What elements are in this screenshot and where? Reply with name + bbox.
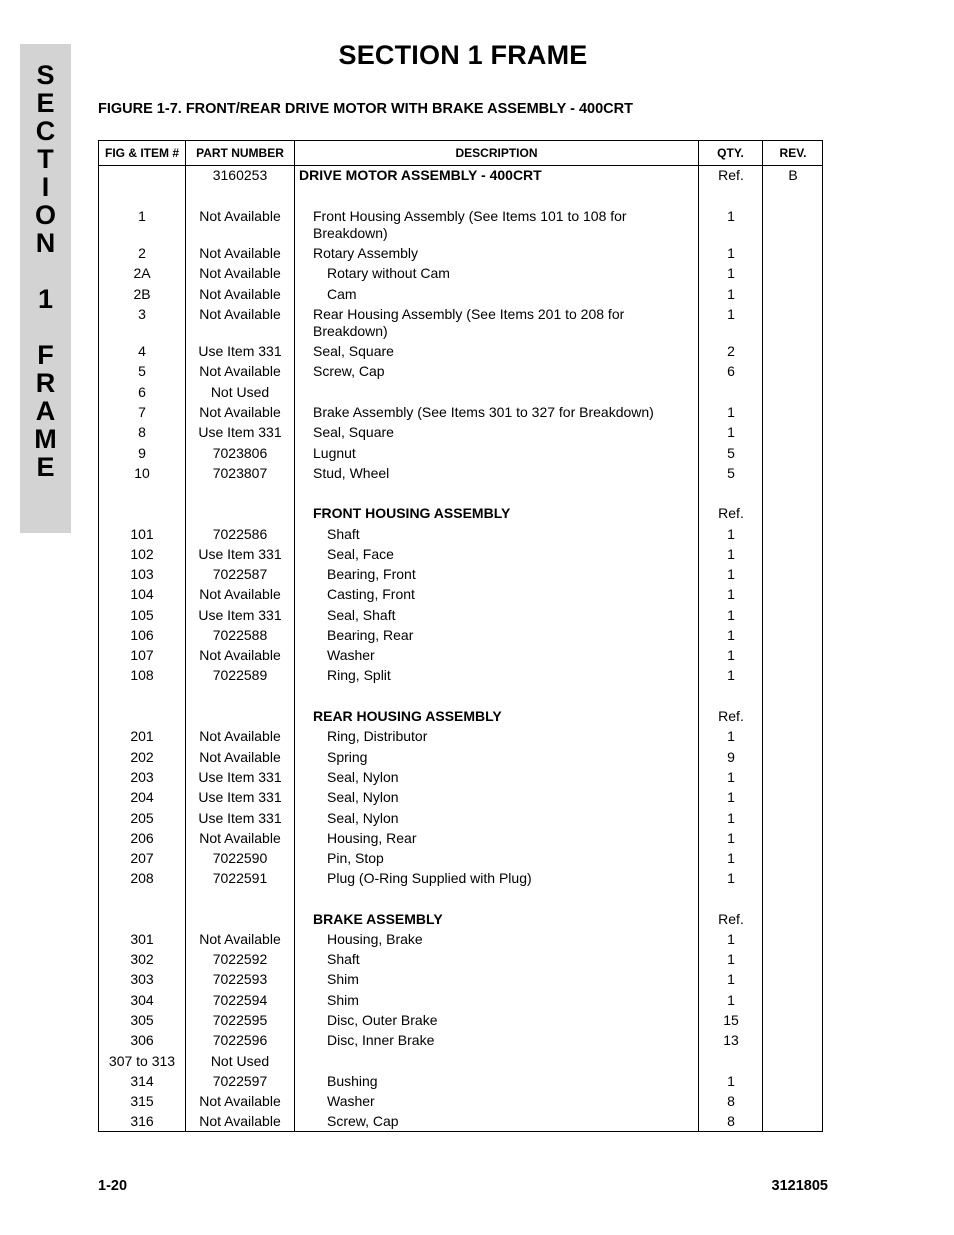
part-number-cell: Use Item 331 — [198, 607, 282, 623]
fig-item-cell: 10 — [134, 465, 150, 481]
qty-cell: 1 — [727, 286, 735, 302]
fig-item-cell: 304 — [130, 992, 154, 1008]
side-tab-letter: O — [34, 200, 56, 230]
part-number-cell: 7022591 — [212, 870, 268, 886]
part-number-cell: Use Item 331 — [198, 769, 282, 785]
part-number-cell: Not Available — [199, 728, 281, 744]
qty-cell: 1 — [727, 566, 735, 582]
qty-cell: 1 — [727, 810, 735, 826]
part-number-cell: 7022595 — [212, 1012, 268, 1028]
description-cell: Shim — [327, 971, 359, 987]
fig-item-cell: 314 — [130, 1073, 154, 1089]
qty-cell: Ref. — [718, 708, 744, 724]
fig-item-cell: 203 — [130, 769, 154, 785]
side-tab-letter: S — [36, 60, 55, 90]
description-cell: Shaft — [327, 951, 360, 967]
description-cell: Rotary without Cam — [327, 265, 450, 281]
description-cell: Cam — [327, 286, 357, 302]
description-cell: Shaft — [327, 526, 360, 542]
fig-item-cell: 2B — [133, 286, 151, 302]
qty-cell: 8 — [727, 1113, 735, 1129]
part-number-cell: Not Available — [199, 1113, 281, 1129]
side-tab-letter: N — [35, 228, 56, 258]
side-tab-letter: T — [37, 144, 54, 174]
part-number-cell: Use Item 331 — [198, 810, 282, 826]
part-number-cell: Use Item 331 — [198, 546, 282, 562]
qty-cell: 1 — [727, 208, 735, 224]
fig-item-cell: 204 — [130, 789, 154, 805]
part-number-cell: 7022587 — [212, 566, 268, 582]
description-cell: Housing, Brake — [327, 931, 423, 947]
qty-cell: Ref. — [718, 167, 744, 183]
part-number-cell: 3160253 — [212, 167, 268, 183]
part-number-cell: Not Available — [199, 830, 281, 846]
qty-cell: 1 — [727, 647, 735, 663]
part-number-cell: Not Used — [210, 384, 270, 400]
description-cell: Seal, Nylon — [327, 810, 399, 826]
part-number-cell: Not Available — [199, 306, 281, 322]
description-cell: Disc, Inner Brake — [327, 1032, 435, 1048]
fig-item-cell: 6 — [138, 384, 146, 400]
description-cell: Ring, Split — [327, 667, 391, 683]
description-cell: Seal, Nylon — [327, 789, 399, 805]
fig-item-cell: 7 — [138, 404, 146, 420]
description-cell: Seal, Face — [327, 546, 394, 562]
fig-item-cell: 9 — [138, 445, 146, 461]
description-cell: Screw, Cap — [313, 363, 385, 379]
fig-item-cell: 307 to 313 — [108, 1053, 176, 1069]
description-cell: Seal, Shaft — [327, 607, 396, 623]
part-number-cell: 7022593 — [212, 971, 268, 987]
qty-cell: 1 — [727, 607, 735, 623]
side-tab-letter: A — [35, 396, 56, 426]
header-fig-item: FIG & ITEM # — [104, 146, 179, 160]
description-cell: Seal, Nylon — [327, 769, 399, 785]
fig-item-cell: 2A — [133, 265, 151, 281]
qty-cell: 1 — [727, 971, 735, 987]
qty-cell: 1 — [727, 546, 735, 562]
fig-item-cell: 104 — [130, 586, 154, 602]
fig-item-cell: 2 — [138, 245, 146, 261]
rev-cell: B — [788, 167, 798, 183]
description-cell: BRAKE ASSEMBLY — [313, 911, 443, 927]
part-number-cell: Not Available — [199, 647, 281, 663]
qty-cell: 8 — [727, 1093, 735, 1109]
qty-cell: 1 — [727, 306, 735, 322]
qty-cell: 6 — [727, 363, 735, 379]
header-rev: REV. — [779, 146, 807, 160]
qty-cell: 1 — [727, 586, 735, 602]
fig-item-cell: 4 — [138, 343, 146, 359]
qty-cell: 1 — [727, 265, 735, 281]
description-cell: Seal, Square — [313, 343, 394, 359]
header-part-number: PART NUMBER — [196, 146, 284, 160]
description-cell-continued: Breakdown) — [313, 323, 388, 339]
description-cell: Bearing, Front — [327, 566, 416, 582]
fig-item-cell: 206 — [130, 830, 154, 846]
fig-item-cell: 303 — [130, 971, 154, 987]
fig-item-cell: 108 — [130, 667, 154, 683]
description-cell: Disc, Outer Brake — [327, 1012, 438, 1028]
part-number-cell: 7022592 — [212, 951, 268, 967]
description-cell: Seal, Square — [313, 424, 394, 440]
header-qty: QTY. — [717, 146, 744, 160]
fig-item-cell: 316 — [130, 1113, 154, 1129]
fig-item-cell: 1 — [138, 208, 146, 224]
part-number-cell: Not Available — [199, 1093, 281, 1109]
part-number-cell: Not Available — [199, 931, 281, 947]
fig-item-cell: 103 — [130, 566, 154, 582]
fig-item-cell: 107 — [130, 647, 154, 663]
qty-cell: 5 — [727, 465, 735, 481]
part-number-cell: 7023807 — [212, 465, 268, 481]
description-cell: Housing, Rear — [327, 830, 417, 846]
fig-item-cell: 105 — [130, 607, 154, 623]
description-cell: Casting, Front — [327, 586, 415, 602]
qty-cell: 1 — [727, 789, 735, 805]
qty-cell: 1 — [727, 667, 735, 683]
side-tab-letter: E — [36, 452, 55, 482]
fig-item-cell: 202 — [130, 749, 154, 765]
part-number-cell: 7022586 — [212, 526, 268, 542]
part-number-cell: Not Available — [199, 208, 281, 224]
fig-item-cell: 306 — [130, 1032, 154, 1048]
qty-cell: 1 — [727, 850, 735, 866]
description-cell: REAR HOUSING ASSEMBLY — [313, 708, 502, 724]
qty-cell: 1 — [727, 404, 735, 420]
side-tab-letter: C — [35, 116, 56, 146]
side-tab-letter: F — [37, 340, 54, 370]
qty-cell: Ref. — [718, 505, 744, 521]
qty-cell: 1 — [727, 769, 735, 785]
fig-item-cell: 102 — [130, 546, 154, 562]
part-number-cell: Not Available — [199, 404, 281, 420]
part-number-cell: Not Available — [199, 245, 281, 261]
header-description: DESCRIPTION — [455, 146, 538, 160]
description-cell: Brake Assembly (See Items 301 to 327 for Breakdown) — [313, 404, 654, 420]
fig-item-cell: 315 — [130, 1093, 154, 1109]
description-cell: Front Housing Assembly (See Items 101 to 108 for — [313, 208, 627, 224]
description-cell: Ring, Distributor — [327, 728, 428, 744]
description-cell: Washer — [327, 1093, 375, 1109]
section-title: SECTION 1 FRAME — [338, 40, 588, 70]
description-cell: Shim — [327, 992, 359, 1008]
fig-item-cell: 207 — [130, 850, 154, 866]
qty-cell: 1 — [727, 951, 735, 967]
qty-cell: 1 — [727, 245, 735, 261]
description-cell: Rotary Assembly — [313, 245, 419, 261]
description-cell: FRONT HOUSING ASSEMBLY — [313, 505, 511, 521]
description-cell: Spring — [327, 749, 368, 765]
fig-item-cell: 208 — [130, 870, 154, 886]
part-number-cell: 7022597 — [212, 1073, 268, 1089]
fig-item-cell: 305 — [130, 1012, 154, 1028]
document-number: 3121805 — [771, 1178, 828, 1194]
part-number-cell: 7022594 — [212, 992, 268, 1008]
part-number-cell: Not Available — [199, 286, 281, 302]
qty-cell: 1 — [727, 870, 735, 886]
page-number: 1-20 — [98, 1178, 128, 1194]
description-cell: Pin, Stop — [327, 850, 384, 866]
description-cell: Stud, Wheel — [313, 465, 390, 481]
side-tab-letter: R — [35, 368, 56, 398]
fig-item-cell: 205 — [130, 810, 154, 826]
part-number-cell: 7022590 — [212, 850, 268, 866]
figure-title: FIGURE 1-7. FRONT/REAR DRIVE MOTOR WITH BRAKE ASSEMBLY - 400CRT — [98, 101, 633, 117]
description-cell: Bearing, Rear — [327, 627, 414, 643]
description-cell: Bushing — [327, 1073, 378, 1089]
qty-cell: 1 — [727, 728, 735, 744]
fig-item-cell: 301 — [130, 931, 154, 947]
fig-item-cell: 201 — [130, 728, 154, 744]
fig-item-cell: 3 — [138, 306, 146, 322]
part-number-cell: Use Item 331 — [198, 343, 282, 359]
qty-cell: Ref. — [718, 911, 744, 927]
part-number-cell: Use Item 331 — [198, 424, 282, 440]
side-tab-letter: 1 — [37, 284, 54, 314]
qty-cell: 13 — [723, 1032, 739, 1048]
description-cell: Rear Housing Assembly (See Items 201 to 208 for — [313, 306, 625, 322]
section-side-tab — [20, 44, 71, 533]
description-cell: Plug (O-Ring Supplied with Plug) — [327, 870, 532, 886]
fig-item-cell: 5 — [138, 363, 146, 379]
qty-cell: 1 — [727, 627, 735, 643]
qty-cell: 15 — [723, 1012, 739, 1028]
side-tab-letter: M — [34, 424, 57, 454]
table-header — [99, 141, 822, 166]
qty-cell: 1 — [727, 931, 735, 947]
description-cell: Washer — [327, 647, 375, 663]
fig-item-cell: 8 — [138, 424, 146, 440]
qty-cell: 1 — [727, 830, 735, 846]
qty-cell: 5 — [727, 445, 735, 461]
qty-cell: 1 — [727, 992, 735, 1008]
parts-table — [98, 140, 823, 1132]
fig-item-cell: 101 — [130, 526, 154, 542]
qty-cell: 1 — [727, 424, 735, 440]
part-number-cell: Not Available — [199, 749, 281, 765]
qty-cell: 2 — [727, 343, 735, 359]
side-tab-letter: I — [41, 172, 50, 202]
part-number-cell: 7022588 — [212, 627, 268, 643]
description-cell: Screw, Cap — [327, 1113, 399, 1129]
side-tab-letter: E — [36, 88, 55, 118]
description-cell: DRIVE MOTOR ASSEMBLY - 400CRT — [299, 167, 542, 183]
part-number-cell: 7022596 — [212, 1032, 268, 1048]
fig-item-cell: 106 — [130, 627, 154, 643]
description-cell-continued: Breakdown) — [313, 225, 388, 241]
part-number-cell: 7023806 — [212, 445, 268, 461]
part-number-cell: Not Available — [199, 586, 281, 602]
qty-cell: 1 — [727, 1073, 735, 1089]
description-cell: Lugnut — [313, 445, 356, 461]
qty-cell: 1 — [727, 526, 735, 542]
part-number-cell: 7022589 — [212, 667, 268, 683]
qty-cell: 9 — [727, 749, 735, 765]
part-number-cell: Not Available — [199, 363, 281, 379]
part-number-cell: Use Item 331 — [198, 789, 282, 805]
part-number-cell: Not Used — [210, 1053, 270, 1069]
part-number-cell: Not Available — [199, 265, 281, 281]
fig-item-cell: 302 — [130, 951, 154, 967]
